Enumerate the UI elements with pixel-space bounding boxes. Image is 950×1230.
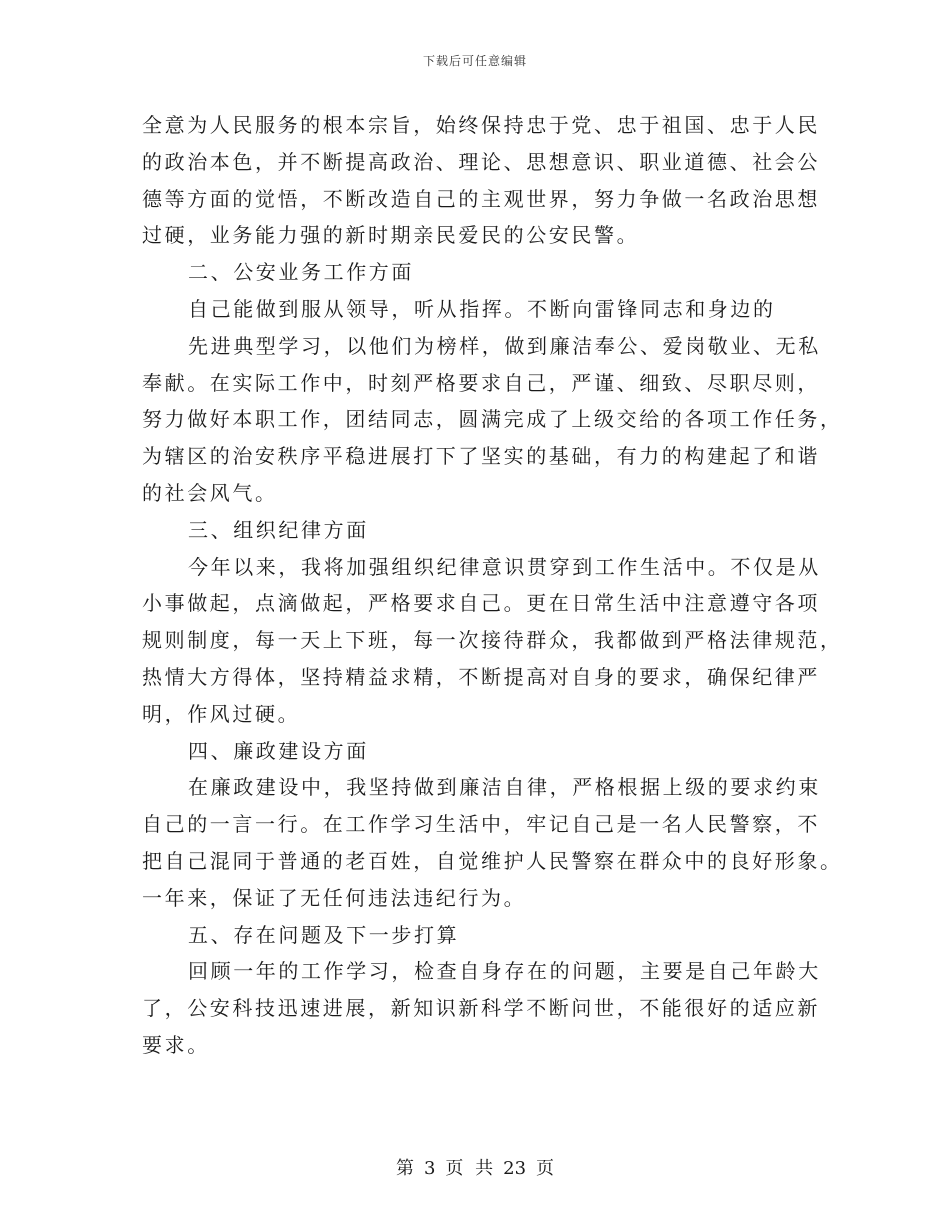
body-line: 的政治本色，并不断提高政治、理论、思想意识、职业道德、社会公 [142, 149, 820, 174]
page-footer [0, 1154, 950, 1180]
body-line: 回顾一年的工作学习，检查自身存在的问题，主要是自己年龄大 [188, 959, 821, 984]
body-line: 先进典型学习，以他们为榜样，做到廉洁奉公、爱岗敬业、无私 [188, 333, 821, 358]
body-line: 过硬，业务能力强的新时期亲民爱民的公安民警。 [142, 223, 640, 248]
body-line: 规则制度，每一天上下班，每一次接待群众，我都做到严格法律规范， [142, 628, 843, 653]
footer-prefix: 第 [395, 1158, 414, 1179]
body-line: 努力做好本职工作，团结同志，圆满完成了上级交给的各项工作任务， [142, 407, 843, 432]
body-line: 要求。 [142, 1032, 210, 1057]
body-line: 为辖区的治安秩序平稳进展打下了坚实的基础，有力的构建起了和谐 [142, 444, 820, 469]
body-line: 的社会风气。 [142, 480, 278, 505]
body-line: 一年来，保证了无任何违法违纪行为。 [142, 885, 527, 910]
body-line: 自己能做到服从领导，听从指挥。不断向雷锋同志和身边的 [188, 296, 776, 321]
section-heading-integrity: 四、廉政建设方面 [188, 738, 369, 763]
section-heading-business: 二、公安业务工作方面 [188, 260, 414, 285]
section-heading-problems: 五、存在问题及下一步打算 [188, 922, 460, 947]
section-heading-discipline: 三、组织纪律方面 [188, 517, 369, 542]
footer-total-pages: 23 [503, 1158, 527, 1179]
body-line: 了，公安科技迅速进展，新知识新科学不断问世，不能很好的适应新 [142, 996, 820, 1021]
page-header: 下载后可任意编辑 [422, 54, 527, 68]
body-line: 明，作风过硬。 [142, 701, 301, 726]
body-line: 自己的一言一行。在工作学习生活中，牢记自己是一名人民警察，不 [142, 812, 820, 837]
body-line: 在廉政建设中，我坚持做到廉洁自律，严格根据上级的要求约束 [188, 775, 821, 800]
body-line: 今年以来，我将加强组织纪律意识贯穿到工作生活中。不仅是从 [188, 554, 821, 579]
footer-middle: 页 共 [445, 1158, 494, 1179]
body-line: 全意为人民服务的根本宗旨，始终保持忠于党、忠于祖国、忠于人民 [142, 113, 820, 137]
document-body [142, 107, 843, 1064]
body-line: 小事做起，点滴做起，严格要求自己。更在日常生活中注意遵守各项 [142, 591, 820, 616]
body-line: 德等方面的觉悟，不断改造自己的主观世界，努力争做一名政治思想 [142, 186, 820, 211]
body-line: 热情大方得体，坚持精益求精，不断提高对自身的要求，确保纪律严 [142, 664, 820, 689]
body-line: 把自己混同于普通的老百姓，自觉维护人民警察在群众中的良好形象。 [142, 848, 843, 873]
footer-suffix: 页 [536, 1158, 555, 1179]
footer-page-number: 3 [423, 1158, 436, 1179]
body-line: 奉献。在实际工作中，时刻严格要求自己，严谨、细致、尽职尽则， [142, 370, 820, 395]
